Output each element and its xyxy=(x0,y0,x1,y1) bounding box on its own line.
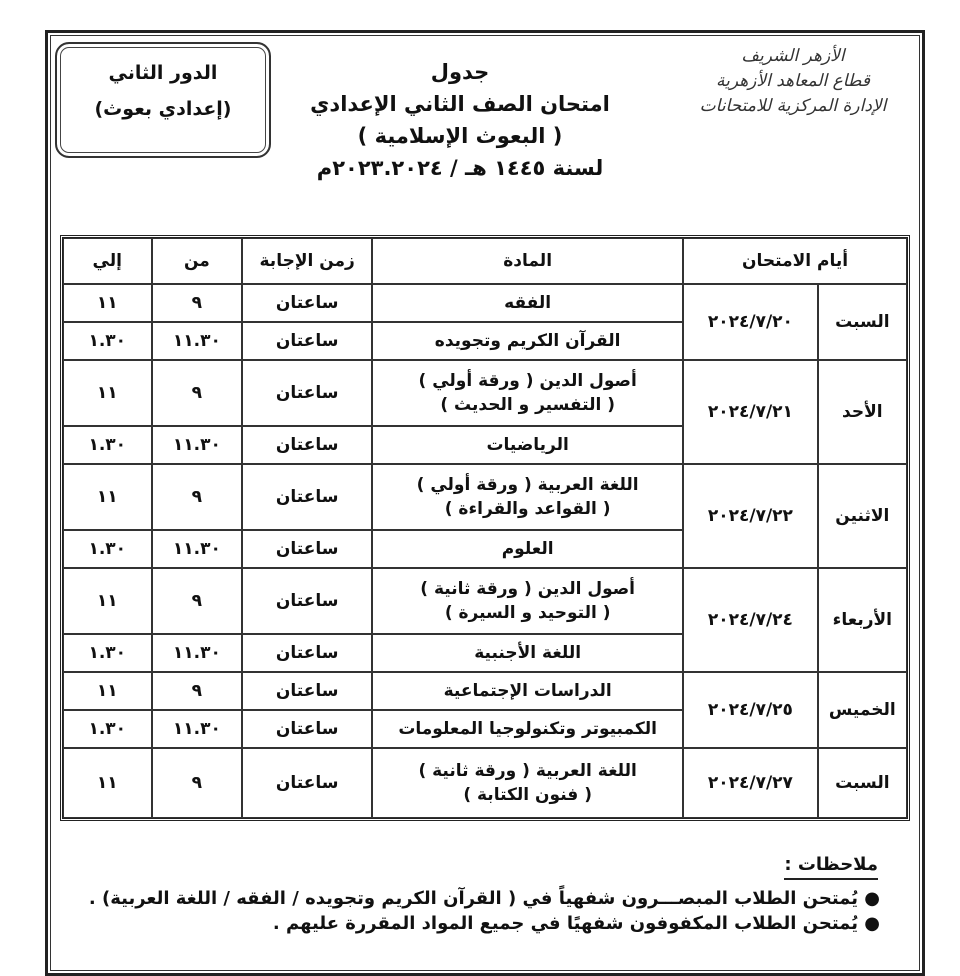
title: جدول xyxy=(430,60,490,84)
table-row xyxy=(63,284,907,322)
to-time-cell: ١.٣٠ xyxy=(63,634,152,672)
to-time-cell: ١.٣٠ xyxy=(63,710,152,748)
from-time-cell: ٩ xyxy=(152,360,243,426)
note-text: يُمتحن الطلاب المبصـــرون شفهياً في ( القرآن الكريم وتجويده / الفقه / اللغة العربية) . xyxy=(88,888,859,909)
table-row xyxy=(63,568,907,634)
round-label: الدور الثاني xyxy=(108,62,218,84)
table-row xyxy=(63,748,907,818)
subject-line: العلوم xyxy=(501,539,554,559)
table-row xyxy=(63,360,907,426)
header-to: إلي xyxy=(63,238,152,284)
duration-cell: ساعتان xyxy=(242,672,372,710)
to-time-cell: ١.٣٠ xyxy=(63,530,152,568)
to-time-cell: ١١ xyxy=(63,568,152,634)
subject-line: الفقه xyxy=(504,293,552,313)
document-title xyxy=(270,56,650,184)
to-time-cell: ١١ xyxy=(63,360,152,426)
subject-cell xyxy=(372,568,683,634)
duration-cell: ساعتان xyxy=(242,464,372,530)
note-item: ● يُمتحن الطلاب المكفوفون شفهيًا في جميع المواد المقررة عليهم . xyxy=(272,913,880,934)
exam-date: ٢٠٢٤/٧/٢٤ xyxy=(683,568,818,672)
exam-day: السبت xyxy=(818,748,907,818)
subject-line: أصول الدين ( ورقة ثانية ) xyxy=(420,579,635,599)
note-item: ● يُمتحن الطلاب المبصـــرون شفهياً في ( القرآن الكريم وتجويده / الفقه / اللغة العربية) . xyxy=(88,888,880,909)
subject-line: اللغة العربية ( ورقة أولي ) xyxy=(416,475,639,495)
subject-line: القرآن الكريم وتجويده xyxy=(434,331,621,351)
exam-date: ٢٠٢٤/٧/٢٥ xyxy=(683,672,818,748)
header-from: من xyxy=(152,238,243,284)
subject-line: ( فنون الكتابة ) xyxy=(463,785,592,805)
al-azhar-logo xyxy=(688,44,898,119)
notes-heading: ملاحظات : xyxy=(784,852,878,880)
exam-schedule-table xyxy=(60,235,910,821)
to-time-cell: ١١ xyxy=(63,464,152,530)
from-time-cell: ١١.٣٠ xyxy=(152,710,243,748)
subject-cell xyxy=(372,530,683,568)
to-time-cell: ١.٣٠ xyxy=(63,322,152,360)
subject-line: الدراسات الإجتماعية xyxy=(443,681,612,701)
duration-cell: ساعتان xyxy=(242,710,372,748)
exam-date: ٢٠٢٤/٧/٢٠ xyxy=(683,284,818,360)
header-subject: المادة xyxy=(372,238,683,284)
duration-cell: ساعتان xyxy=(242,322,372,360)
exam-day: الخميس xyxy=(818,672,907,748)
subject-line: اللغة الأجنبية xyxy=(474,643,582,663)
subject-line: ( التوحيد و السيرة ) xyxy=(444,603,611,623)
to-time-cell: ١.٣٠ xyxy=(63,426,152,464)
round-category: (إعدادي بعوث) xyxy=(94,98,232,120)
exam-day: الأحد xyxy=(818,360,907,464)
duration-cell: ساعتان xyxy=(242,634,372,672)
subject-line: ( التفسير و الحديث ) xyxy=(440,395,615,415)
subject-cell xyxy=(372,322,683,360)
table-row xyxy=(63,464,907,530)
subject-line: ( القواعد والقراءة ) xyxy=(444,499,611,519)
exam-date: ٢٠٢٤/٧/٢٢ xyxy=(683,464,818,568)
subject-cell xyxy=(372,464,683,530)
duration-cell: ساعتان xyxy=(242,530,372,568)
from-time-cell: ١١.٣٠ xyxy=(152,530,243,568)
from-time-cell: ٩ xyxy=(152,464,243,530)
academic-year: لسنة ١٤٤٥ هـ / ٢٠٢٣.٢٠٢٤م xyxy=(316,156,604,180)
subject-cell xyxy=(372,634,683,672)
subject-cell xyxy=(372,426,683,464)
logo-line: قطاع المعاهد الأزهرية xyxy=(715,71,871,91)
header-duration: زمن الإجابة xyxy=(242,238,372,284)
note-text: يُمتحن الطلاب المكفوفون شفهيًا في جميع المواد المقررة عليهم . xyxy=(272,913,859,934)
subject-line: الكمبيوتر وتكنولوجيا المعلومات xyxy=(398,719,657,739)
subject-cell xyxy=(372,672,683,710)
exam-day: الاثنين xyxy=(818,464,907,568)
from-time-cell: ١١.٣٠ xyxy=(152,426,243,464)
exam-date: ٢٠٢٤/٧/٢١ xyxy=(683,360,818,464)
duration-cell: ساعتان xyxy=(242,568,372,634)
subtitle: امتحان الصف الثاني الإعدادي xyxy=(310,92,610,116)
exam-date: ٢٠٢٤/٧/٢٧ xyxy=(683,748,818,818)
subject-cell xyxy=(372,360,683,426)
duration-cell: ساعتان xyxy=(242,426,372,464)
from-time-cell: ٩ xyxy=(152,748,243,818)
logo-line: الإدارة المركزية للامتحانات xyxy=(699,96,887,116)
duration-cell: ساعتان xyxy=(242,284,372,322)
subject-line: أصول الدين ( ورقة أولي ) xyxy=(418,371,637,391)
subject-cell xyxy=(372,748,683,818)
from-time-cell: ٩ xyxy=(152,672,243,710)
subject-cell xyxy=(372,710,683,748)
subject-line: اللغة العربية ( ورقة ثانية ) xyxy=(418,761,637,781)
from-time-cell: ١١.٣٠ xyxy=(152,322,243,360)
exam-day: الأربعاء xyxy=(818,568,907,672)
section: ( البعوث الإسلامية ) xyxy=(357,124,563,148)
to-time-cell: ١١ xyxy=(63,672,152,710)
table-header-row xyxy=(63,238,907,284)
notes-section xyxy=(60,852,880,934)
subject-cell xyxy=(372,284,683,322)
subject-line: الرياضيات xyxy=(486,435,569,455)
exam-day: السبت xyxy=(818,284,907,360)
duration-cell: ساعتان xyxy=(242,360,372,426)
from-time-cell: ٩ xyxy=(152,284,243,322)
to-time-cell: ١١ xyxy=(63,284,152,322)
table-row xyxy=(63,672,907,710)
duration-cell: ساعتان xyxy=(242,748,372,818)
from-time-cell: ١١.٣٠ xyxy=(152,634,243,672)
to-time-cell: ١١ xyxy=(63,748,152,818)
round-label-box xyxy=(55,42,271,158)
from-time-cell: ٩ xyxy=(152,568,243,634)
header-days: أيام الامتحان xyxy=(683,238,907,284)
logo-line: الأزهر الشريف xyxy=(741,46,845,66)
